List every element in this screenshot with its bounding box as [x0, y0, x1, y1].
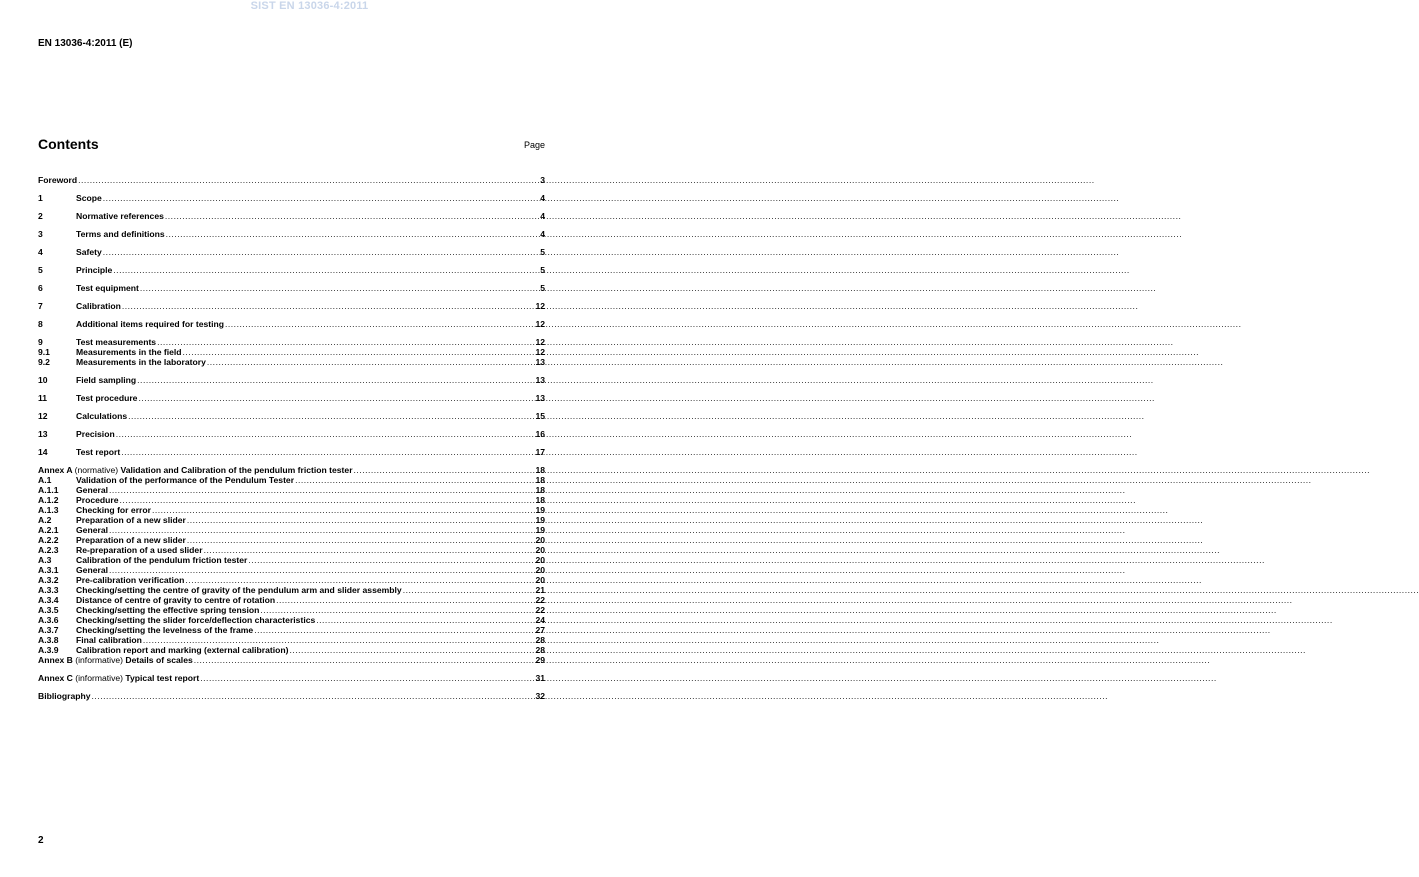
toc-entry[interactable] [38, 229, 545, 239]
toc-entry-title: Safety [76, 247, 102, 257]
toc-entry[interactable] [38, 673, 545, 683]
toc-entry[interactable] [38, 283, 545, 293]
toc-entry-page: 20 [535, 555, 545, 565]
toc-entry-number: A.2.2 [38, 535, 59, 545]
toc-entry-title: Calibration report and marking (external calibration) [76, 645, 289, 655]
toc-entry-page: 18 [535, 485, 545, 495]
dot-leader [140, 283, 539, 293]
toc-entry[interactable] [38, 645, 545, 655]
dot-leader [116, 429, 535, 439]
toc-entry[interactable] [38, 265, 545, 275]
dot-leader [185, 575, 534, 585]
toc-entry-page: 27 [535, 625, 545, 635]
toc-entry[interactable] [38, 525, 545, 535]
toc-entry-number: A.2 [38, 515, 52, 525]
toc-entry[interactable] [38, 193, 545, 203]
toc-entry-number: A.3.3 [38, 585, 59, 595]
toc-entry[interactable] [38, 175, 545, 185]
toc-entry-title: Normative references [76, 211, 164, 221]
toc-entry-title: Preparation of a new slider [76, 515, 186, 525]
toc-entry[interactable] [38, 585, 545, 595]
toc-entry-page: 20 [535, 575, 545, 585]
toc-entry-page: 13 [535, 375, 545, 385]
toc-entry-number: A.3 [38, 555, 52, 565]
toc-entry-number: Annex A [38, 465, 73, 475]
toc-entry-page: 12 [535, 347, 545, 357]
dot-leader [248, 555, 534, 565]
toc-entry-page: 24 [535, 615, 545, 625]
toc-entry-title: Measurements in the laboratory [76, 357, 206, 367]
dot-leader [290, 645, 535, 655]
dot-leader [109, 485, 534, 495]
toc-entry-number: 8 [38, 319, 43, 329]
dot-leader [295, 475, 534, 485]
toc-entry-title: Validation of the performance of the Pendulum Tester [76, 475, 295, 485]
toc-entry-title: Checking/setting the effective spring tension [76, 605, 260, 615]
toc-entry-number: 2 [38, 211, 43, 221]
toc-entry-number: A.3.1 [38, 565, 59, 575]
toc-entry-page: 29 [535, 655, 545, 665]
toc-entry-title: Calibration [76, 301, 121, 311]
dot-leader [187, 535, 535, 545]
dot-leader [194, 655, 535, 665]
toc-entry[interactable] [38, 505, 545, 515]
toc-entry-heading [38, 465, 353, 475]
toc-entry-title: Re-preparation of a used slider [76, 545, 203, 555]
toc-entry[interactable] [38, 595, 545, 605]
toc-entry-qualifier: (informative) [75, 655, 124, 665]
dot-leader [403, 585, 535, 595]
toc-entry-page: 4 [540, 211, 545, 221]
toc-entry[interactable] [38, 375, 545, 385]
toc-entry-number: 12 [38, 411, 48, 421]
toc-entry-number: A.3.4 [38, 595, 59, 605]
toc-entry-page: 20 [535, 545, 545, 555]
toc-entry-page: 5 [540, 265, 545, 275]
toc-entry-title: Terms and definitions [76, 229, 165, 239]
toc-entry-number: 9.2 [38, 357, 50, 367]
toc-entry-title: Scope [76, 193, 102, 203]
toc-entry-title: Calculations [76, 411, 128, 421]
toc-entry-number: Annex C [38, 673, 73, 683]
toc-entry-title: Typical test report [125, 673, 200, 683]
toc-entry-title: Checking/setting the levelness of the frame [76, 625, 254, 635]
toc-entry-number: 14 [38, 447, 48, 457]
toc-entry-page: 19 [535, 515, 545, 525]
toc-entry-title: Checking for error [76, 505, 151, 515]
toc-entry-title: General [76, 485, 109, 495]
toc-entry-qualifier: (normative) [74, 465, 119, 475]
dot-leader [260, 605, 534, 615]
toc-entry-title: Precision [76, 429, 115, 439]
toc-entry[interactable] [38, 605, 545, 615]
dot-leader [143, 635, 535, 645]
dot-leader [187, 515, 535, 525]
toc-entry[interactable] [38, 393, 545, 403]
toc-entry[interactable] [38, 655, 545, 665]
toc-entry[interactable] [38, 357, 545, 367]
toc-entry[interactable] [38, 485, 545, 495]
dot-leader [200, 673, 534, 683]
toc-entry-number: 13 [38, 429, 48, 439]
toc-entry-title: Pre-calibration verification [76, 575, 185, 585]
toc-entry-page: 12 [535, 319, 545, 329]
toc-entry-number: 6 [38, 283, 43, 293]
toc-entry-title: Additional items required for testing [76, 319, 225, 329]
dot-leader [103, 193, 539, 203]
dot-leader [138, 393, 534, 403]
toc-entry-page: 13 [535, 393, 545, 403]
toc-entry-number: A.2.1 [38, 525, 59, 535]
document-id: EN 13036-4:2011 (E) [38, 38, 133, 49]
toc-entry-title: Test procedure [76, 393, 138, 403]
toc-entry-page: 16 [535, 429, 545, 439]
toc-entry-page: 31 [535, 673, 545, 683]
toc-entry-title: Final calibration [76, 635, 142, 645]
contents-title: Contents [38, 136, 99, 152]
dot-leader [204, 545, 535, 555]
toc-entry-heading [38, 655, 193, 665]
toc-entry[interactable] [38, 545, 545, 555]
toc-entry-page: 32 [535, 691, 545, 701]
toc-entry-page: 18 [535, 465, 545, 475]
toc-entry[interactable] [38, 565, 545, 575]
toc-entry-number: A.3.5 [38, 605, 59, 615]
dot-leader [137, 375, 534, 385]
toc-entry[interactable] [38, 625, 545, 635]
toc-entry-page: 22 [535, 605, 545, 615]
dot-leader [254, 625, 534, 635]
toc-entry-page: 22 [535, 595, 545, 605]
toc-entry-page: 15 [535, 411, 545, 421]
toc-entry-page: 28 [535, 645, 545, 655]
toc-entry-page: 3 [540, 175, 545, 185]
dot-leader [165, 211, 539, 221]
toc-entry-qualifier: (informative) [75, 673, 124, 683]
toc-entry[interactable] [38, 337, 545, 347]
dot-leader [109, 565, 534, 575]
toc-entry[interactable] [38, 429, 545, 439]
toc-entry-number: A.3.7 [38, 625, 59, 635]
toc-entry-title: Measurements in the field [76, 347, 182, 357]
toc-entry[interactable] [38, 555, 545, 565]
toc-entry[interactable] [38, 411, 545, 421]
toc-entry[interactable] [38, 615, 545, 625]
toc-entry-number: 9 [38, 337, 43, 347]
toc-entry-page: 19 [535, 525, 545, 535]
page-column-label: Page [523, 140, 545, 150]
dot-leader [128, 411, 534, 421]
toc-entry[interactable] [38, 319, 545, 329]
toc-entry-number: A.3.9 [38, 645, 59, 655]
toc-entry-number: A.1.1 [38, 485, 59, 495]
toc-entry-title: Calibration of the pendulum friction tester [76, 555, 248, 565]
table-of-contents [38, 175, 545, 701]
dot-leader [183, 347, 535, 357]
toc-entry-page: 4 [540, 229, 545, 239]
toc-entry[interactable] [38, 465, 545, 475]
dot-leader [225, 319, 534, 329]
toc-entry[interactable] [38, 475, 545, 485]
toc-entry[interactable] [38, 495, 545, 505]
toc-entry-title: Procedure [76, 495, 119, 505]
toc-entry-title: General [76, 525, 109, 535]
toc-entry-number: A.3.2 [38, 575, 59, 585]
toc-entry-number: 4 [38, 247, 43, 257]
toc-entry[interactable] [38, 301, 545, 311]
toc-entry-title: Foreword [38, 175, 78, 185]
dot-leader [152, 505, 534, 515]
toc-entry-number: 7 [38, 301, 43, 311]
toc-entry-page: 20 [535, 565, 545, 575]
toc-entry-title: Principle [76, 265, 113, 275]
toc-entry-title: Test equipment [76, 283, 139, 293]
toc-entry[interactable] [38, 447, 545, 457]
toc-entry-title: Bibliography [38, 691, 91, 701]
dot-leader [103, 247, 539, 257]
dot-leader [354, 465, 535, 475]
toc-entry-number: 9.1 [38, 347, 50, 357]
dot-leader [316, 615, 534, 625]
dot-leader [113, 265, 539, 275]
toc-entry-number: A.3.6 [38, 615, 59, 625]
toc-entry-page: 4 [540, 193, 545, 203]
toc-entry-page: 13 [535, 357, 545, 367]
dot-leader [92, 691, 535, 701]
toc-entry[interactable] [38, 575, 545, 585]
dot-leader [121, 447, 534, 457]
dot-leader [207, 357, 535, 367]
toc-entry-title: Checking/setting the slider force/deflection characteristics [76, 615, 316, 625]
toc-entry-title: Test report [76, 447, 121, 457]
toc-entry-page: 5 [540, 247, 545, 257]
toc-entry-number: 5 [38, 265, 43, 275]
toc-entry-number: A.1.3 [38, 505, 59, 515]
toc-entry-page: 12 [535, 301, 545, 311]
toc-entry-title: Validation and Calibration of the pendulum friction tester [120, 465, 353, 475]
toc-entry-number: 1 [38, 193, 43, 203]
toc-entry-page: 18 [535, 475, 545, 485]
toc-entry-page: 20 [535, 535, 545, 545]
dot-leader [120, 495, 535, 505]
toc-entry[interactable] [38, 515, 545, 525]
toc-entry[interactable] [38, 211, 545, 221]
toc-entry-title: Preparation of a new slider [76, 535, 186, 545]
dot-leader [157, 337, 534, 347]
page-number: 2 [38, 835, 44, 846]
toc-entry-number: 3 [38, 229, 43, 239]
toc-entry-page: 18 [535, 495, 545, 505]
dot-leader [122, 301, 535, 311]
toc-entry-page: 19 [535, 505, 545, 515]
watermark: SIST EN 13036-4:2011 [250, 0, 369, 12]
toc-entry-title: Checking/setting the centre of gravity of the pendulum arm and slider assembly [76, 585, 402, 595]
dot-leader [276, 595, 534, 605]
toc-entry-number: 10 [38, 375, 48, 385]
toc-entry-title: Details of scales [125, 655, 193, 665]
toc-entry[interactable] [38, 691, 545, 701]
toc-entry-number: A.1 [38, 475, 52, 485]
toc-entry[interactable] [38, 635, 545, 645]
toc-entry-page: 5 [540, 283, 545, 293]
dot-leader [166, 229, 540, 239]
toc-entry[interactable] [38, 347, 545, 357]
toc-entry-title: General [76, 565, 109, 575]
toc-entry-number: 11 [38, 393, 48, 403]
toc-entry-page: 17 [535, 447, 545, 457]
toc-entry-heading [38, 673, 199, 683]
toc-entry[interactable] [38, 247, 545, 257]
toc-entry-page: 21 [535, 585, 545, 595]
dot-leader [78, 175, 539, 185]
toc-entry-title: Test measurements [76, 337, 157, 347]
toc-entry-number: A.2.3 [38, 545, 59, 555]
toc-entry-number: A.1.2 [38, 495, 59, 505]
toc-entry-title: Field sampling [76, 375, 137, 385]
toc-entry-number: A.3.8 [38, 635, 59, 645]
toc-entry[interactable] [38, 535, 545, 545]
toc-entry-number: Annex B [38, 655, 73, 665]
toc-entry-page: 12 [535, 337, 545, 347]
toc-entry-page: 28 [535, 635, 545, 645]
toc-entry-title: Distance of centre of gravity to centre of rotation [76, 595, 276, 605]
dot-leader [109, 525, 534, 535]
